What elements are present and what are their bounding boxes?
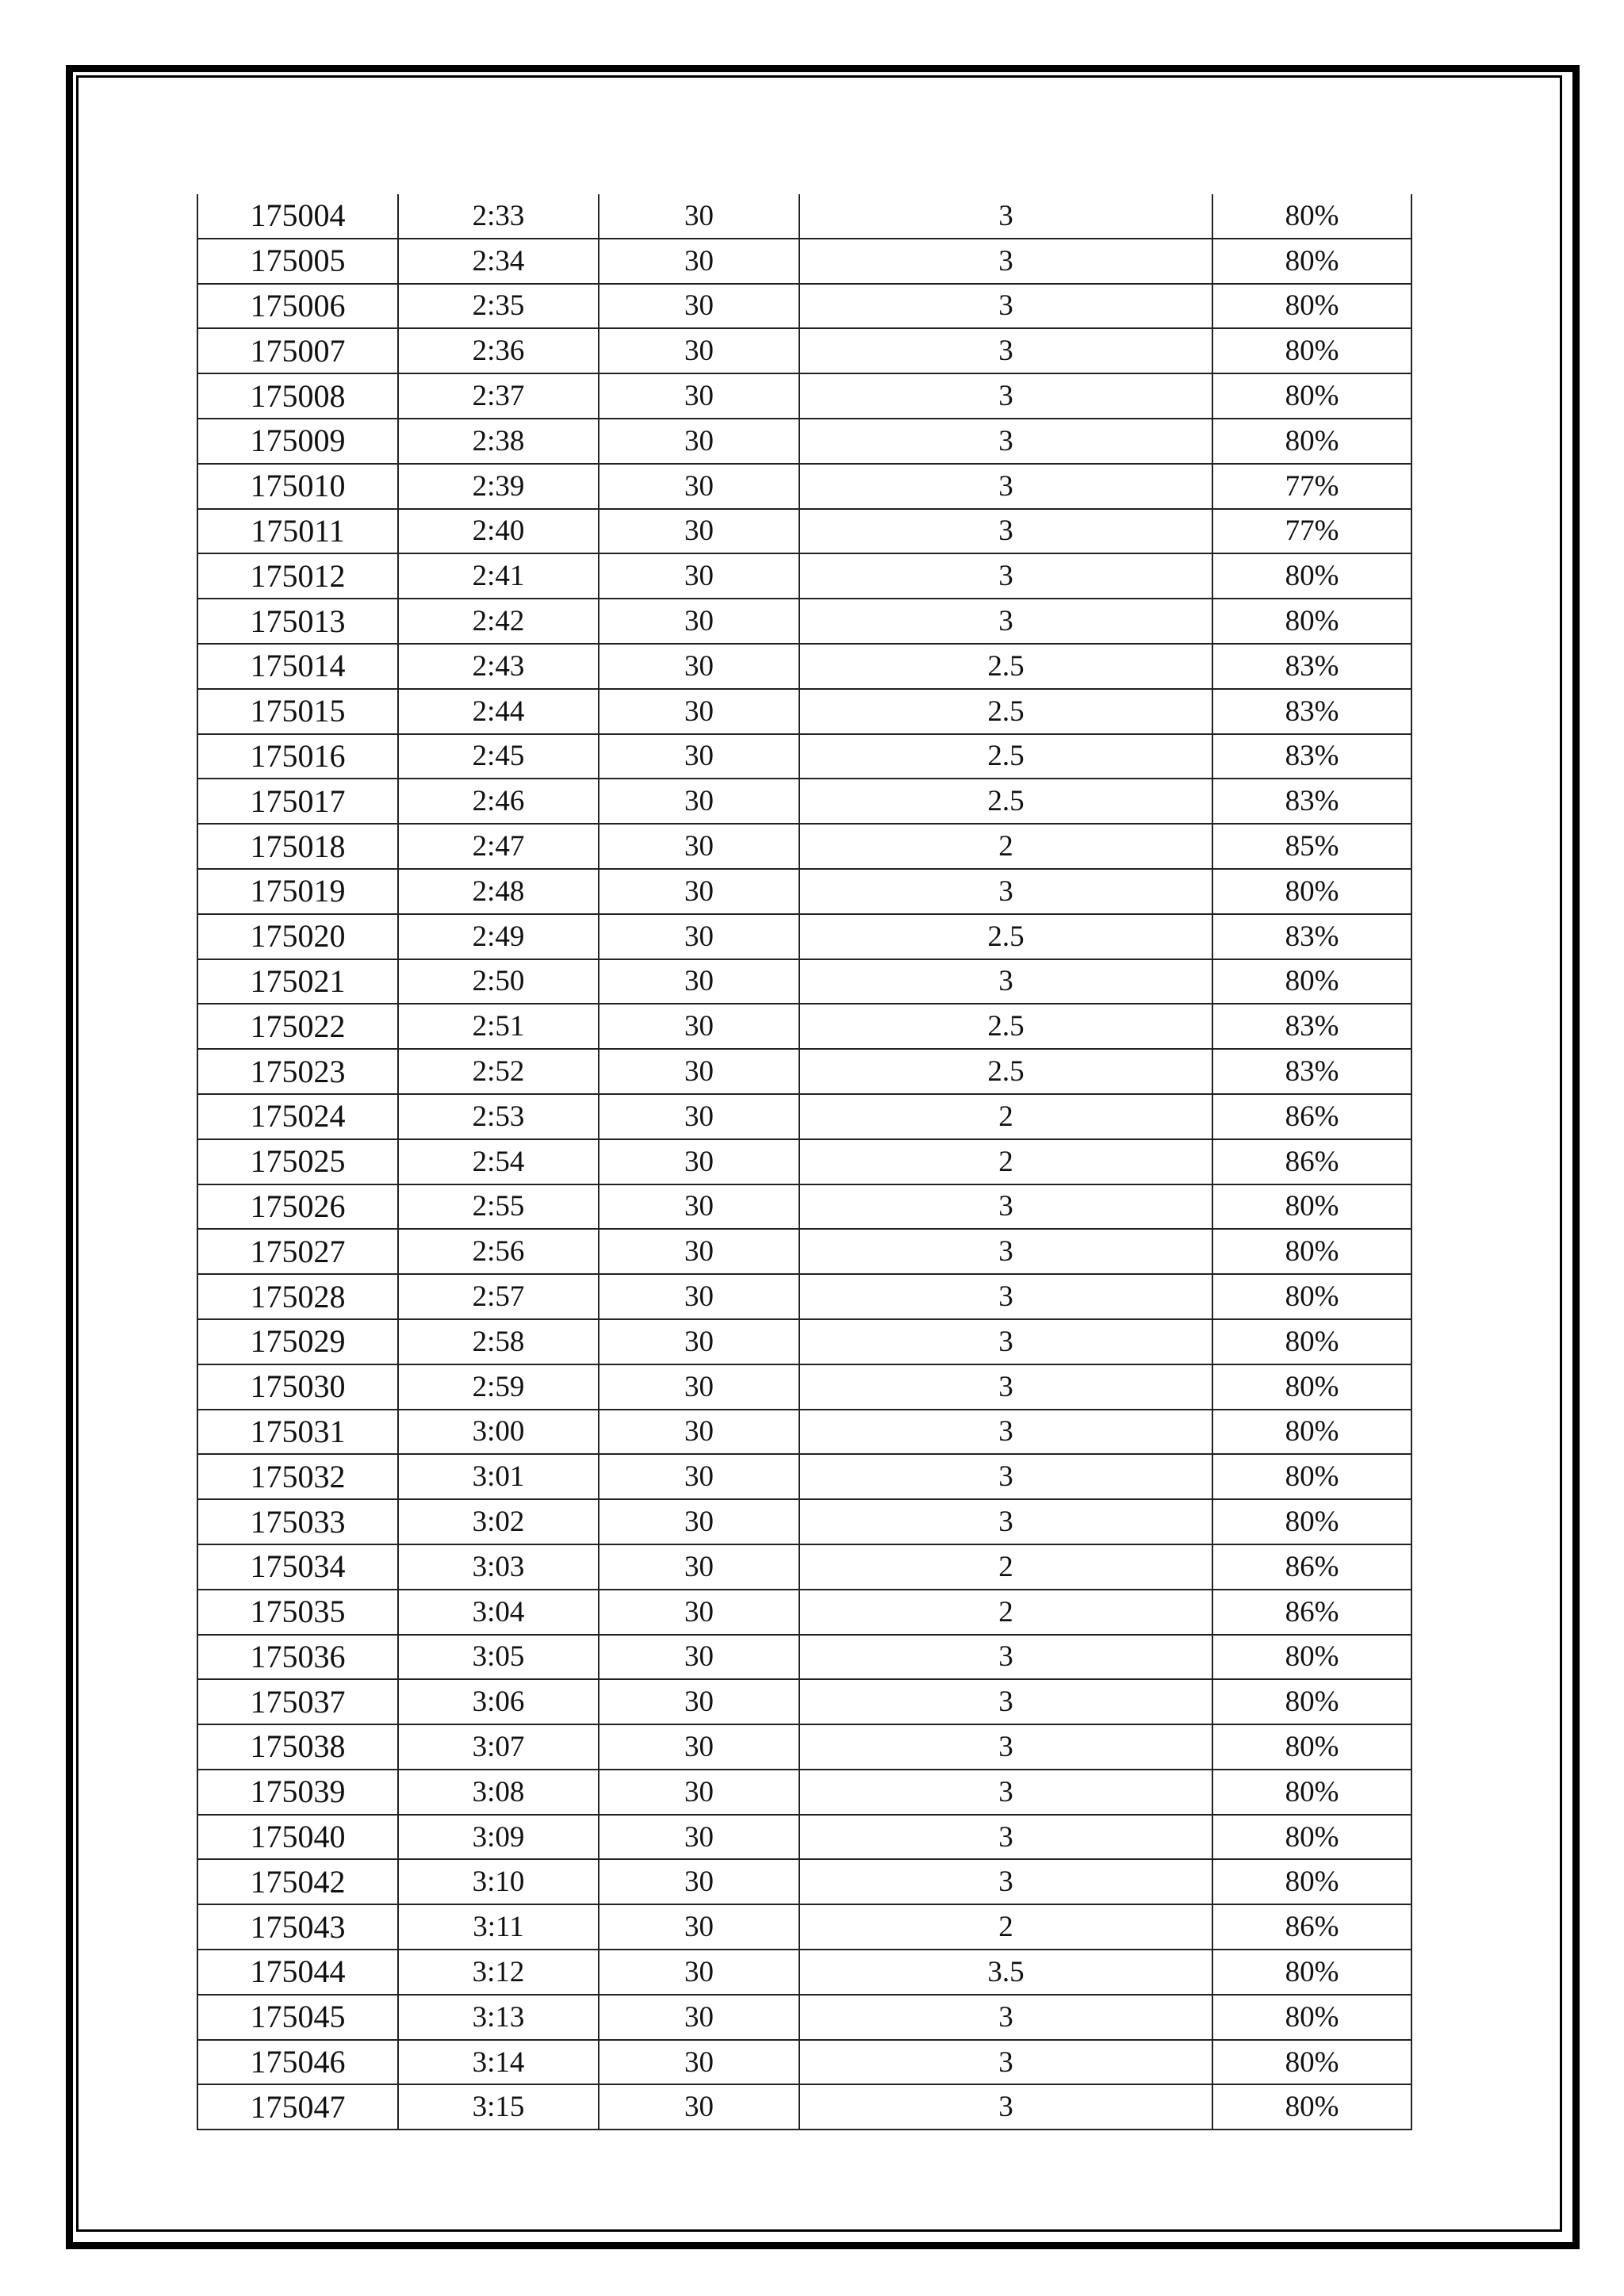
time-cell: 3:08: [398, 1770, 599, 1815]
time-cell: 2:43: [398, 644, 599, 689]
value-cell: 2.5: [799, 1004, 1212, 1049]
table-row: [197, 1364, 1411, 1410]
value-cell: 2: [799, 1590, 1212, 1635]
record-id-cell: 175023: [197, 1049, 398, 1094]
value-cell: 3: [799, 1410, 1212, 1455]
time-cell: 2:57: [398, 1274, 599, 1319]
time-cell: 3:05: [398, 1635, 599, 1680]
value-cell: 3: [799, 1499, 1212, 1544]
count-cell: 30: [599, 1499, 799, 1544]
table-row: [197, 689, 1411, 734]
time-cell: 3:01: [398, 1454, 599, 1499]
time-cell: 2:58: [398, 1319, 599, 1364]
time-cell: 3:03: [398, 1544, 599, 1590]
count-cell: 30: [599, 1364, 799, 1410]
record-id-cell: 175018: [197, 824, 398, 869]
record-id-cell: 175028: [197, 1274, 398, 1319]
table-row: [197, 824, 1411, 869]
value-cell: 3: [799, 194, 1212, 239]
count-cell: 30: [599, 553, 799, 599]
percent-cell: 83%: [1212, 644, 1411, 689]
table-row: [197, 2040, 1411, 2085]
time-cell: 3:06: [398, 1679, 599, 1724]
table-row: [197, 1995, 1411, 2040]
table-row: [197, 464, 1411, 509]
table-row: [197, 1004, 1411, 1049]
count-cell: 30: [599, 1049, 799, 1094]
record-id-cell: 175034: [197, 1544, 398, 1590]
table-row: [197, 1094, 1411, 1139]
record-id-cell: 175033: [197, 1499, 398, 1544]
value-cell: 2.5: [799, 914, 1212, 959]
count-cell: 30: [599, 373, 799, 419]
time-cell: 3:12: [398, 1950, 599, 1995]
value-cell: 3: [799, 419, 1212, 464]
percent-cell: 80%: [1212, 1770, 1411, 1815]
percent-cell: 80%: [1212, 1184, 1411, 1230]
table-row: [197, 1544, 1411, 1590]
table-row: [197, 328, 1411, 373]
time-cell: 2:39: [398, 464, 599, 509]
value-cell: 3: [799, 553, 1212, 599]
record-id-cell: 175030: [197, 1364, 398, 1410]
record-id-cell: 175042: [197, 1859, 398, 1904]
record-id-cell: 175011: [197, 509, 398, 554]
table-row: [197, 239, 1411, 284]
count-cell: 30: [599, 1410, 799, 1455]
table-row: [197, 869, 1411, 914]
table-row: [197, 1499, 1411, 1544]
time-cell: 2:46: [398, 779, 599, 824]
value-cell: 3: [799, 1184, 1212, 1230]
value-cell: 3: [799, 1454, 1212, 1499]
record-id-cell: 175024: [197, 1094, 398, 1139]
time-cell: 2:49: [398, 914, 599, 959]
record-id-cell: 175044: [197, 1950, 398, 1995]
table-row: [197, 419, 1411, 464]
table-row: [197, 284, 1411, 329]
record-id-cell: 175046: [197, 2040, 398, 2085]
record-id-cell: 175021: [197, 959, 398, 1004]
value-cell: 2: [799, 1094, 1212, 1139]
value-cell: 2: [799, 1904, 1212, 1950]
record-id-cell: 175022: [197, 1004, 398, 1049]
time-cell: 2:34: [398, 239, 599, 284]
value-cell: 3: [799, 1364, 1212, 1410]
table-row: [197, 1859, 1411, 1904]
percent-cell: 77%: [1212, 464, 1411, 509]
count-cell: 30: [599, 419, 799, 464]
record-id-cell: 175036: [197, 1635, 398, 1680]
time-cell: 2:42: [398, 599, 599, 644]
record-id-cell: 175043: [197, 1904, 398, 1950]
value-cell: 3: [799, 2084, 1212, 2130]
table-row: [197, 959, 1411, 1004]
count-cell: 30: [599, 1995, 799, 2040]
count-cell: 30: [599, 1319, 799, 1364]
value-cell: 2: [799, 1544, 1212, 1590]
value-cell: 3: [799, 1815, 1212, 1860]
time-cell: 3:04: [398, 1590, 599, 1635]
record-id-cell: 175020: [197, 914, 398, 959]
table-row: [197, 373, 1411, 419]
count-cell: 30: [599, 959, 799, 1004]
time-cell: 3:07: [398, 1724, 599, 1770]
time-cell: 2:33: [398, 194, 599, 239]
count-cell: 30: [599, 779, 799, 824]
table-row: [197, 1274, 1411, 1319]
table-row: [197, 779, 1411, 824]
table-row: [197, 599, 1411, 644]
percent-cell: 80%: [1212, 1950, 1411, 1995]
percent-cell: 80%: [1212, 599, 1411, 644]
time-cell: 2:53: [398, 1094, 599, 1139]
table-row: [197, 1319, 1411, 1364]
time-cell: 3:13: [398, 1995, 599, 2040]
count-cell: 30: [599, 1950, 799, 1995]
percent-cell: 83%: [1212, 1004, 1411, 1049]
value-cell: 3: [799, 1679, 1212, 1724]
record-id-cell: 175025: [197, 1139, 398, 1184]
record-id-cell: 175005: [197, 239, 398, 284]
percent-cell: 80%: [1212, 1410, 1411, 1455]
time-cell: 2:45: [398, 734, 599, 779]
time-cell: 2:55: [398, 1184, 599, 1230]
percent-cell: 86%: [1212, 1904, 1411, 1950]
percent-cell: 80%: [1212, 1724, 1411, 1770]
value-cell: 3: [799, 1319, 1212, 1364]
percent-cell: 83%: [1212, 779, 1411, 824]
record-id-cell: 175015: [197, 689, 398, 734]
value-cell: 2: [799, 824, 1212, 869]
record-id-cell: 175007: [197, 328, 398, 373]
time-cell: 3:11: [398, 1904, 599, 1950]
time-cell: 3:09: [398, 1815, 599, 1860]
table-row: [197, 1635, 1411, 1680]
percent-cell: 80%: [1212, 194, 1411, 239]
count-cell: 30: [599, 1184, 799, 1230]
time-cell: 2:35: [398, 284, 599, 329]
table-row: [197, 1950, 1411, 1995]
percent-cell: 80%: [1212, 1319, 1411, 1364]
count-cell: 30: [599, 1815, 799, 1860]
record-id-cell: 175038: [197, 1724, 398, 1770]
value-cell: 3.5: [799, 1950, 1212, 1995]
value-cell: 3: [799, 284, 1212, 329]
count-cell: 30: [599, 1859, 799, 1904]
record-id-cell: 175045: [197, 1995, 398, 2040]
count-cell: 30: [599, 464, 799, 509]
table-row: [197, 1454, 1411, 1499]
percent-cell: 80%: [1212, 2040, 1411, 2085]
count-cell: 30: [599, 1904, 799, 1950]
count-cell: 30: [599, 824, 799, 869]
count-cell: 30: [599, 1770, 799, 1815]
time-cell: 3:02: [398, 1499, 599, 1544]
count-cell: 30: [599, 1590, 799, 1635]
table-row: [197, 1590, 1411, 1635]
time-cell: 2:56: [398, 1229, 599, 1274]
time-cell: 2:54: [398, 1139, 599, 1184]
count-cell: 30: [599, 1544, 799, 1590]
count-cell: 30: [599, 1094, 799, 1139]
percent-cell: 83%: [1212, 1049, 1411, 1094]
value-cell: 2: [799, 1139, 1212, 1184]
time-cell: 2:38: [398, 419, 599, 464]
percent-cell: 80%: [1212, 2084, 1411, 2130]
record-id-cell: 175009: [197, 419, 398, 464]
record-id-cell: 175027: [197, 1229, 398, 1274]
table-row: [197, 1139, 1411, 1184]
count-cell: 30: [599, 644, 799, 689]
percent-cell: 80%: [1212, 373, 1411, 419]
count-cell: 30: [599, 509, 799, 554]
table-row: [197, 1410, 1411, 1455]
time-cell: 3:15: [398, 2084, 599, 2130]
record-id-cell: 175016: [197, 734, 398, 779]
percent-cell: 86%: [1212, 1094, 1411, 1139]
table-row: [197, 553, 1411, 599]
table-row: [197, 1904, 1411, 1950]
record-id-cell: 175029: [197, 1319, 398, 1364]
record-id-cell: 175019: [197, 869, 398, 914]
time-cell: 2:41: [398, 553, 599, 599]
time-cell: 2:47: [398, 824, 599, 869]
data-table: [197, 194, 1412, 2130]
record-id-cell: 175010: [197, 464, 398, 509]
time-cell: 2:37: [398, 373, 599, 419]
count-cell: 30: [599, 1635, 799, 1680]
value-cell: 3: [799, 373, 1212, 419]
record-id-cell: 175014: [197, 644, 398, 689]
table-row: [197, 509, 1411, 554]
percent-cell: 80%: [1212, 328, 1411, 373]
count-cell: 30: [599, 734, 799, 779]
time-cell: 3:10: [398, 1859, 599, 1904]
percent-cell: 80%: [1212, 1859, 1411, 1904]
percent-cell: 83%: [1212, 734, 1411, 779]
percent-cell: 80%: [1212, 239, 1411, 284]
value-cell: 3: [799, 509, 1212, 554]
count-cell: 30: [599, 599, 799, 644]
value-cell: 3: [799, 1724, 1212, 1770]
value-cell: 2.5: [799, 689, 1212, 734]
percent-cell: 80%: [1212, 284, 1411, 329]
table-row: [197, 1049, 1411, 1094]
value-cell: 2.5: [799, 644, 1212, 689]
record-id-cell: 175017: [197, 779, 398, 824]
percent-cell: 86%: [1212, 1544, 1411, 1590]
value-cell: 3: [799, 959, 1212, 1004]
value-cell: 3: [799, 1770, 1212, 1815]
table-row: [197, 1724, 1411, 1770]
count-cell: 30: [599, 2084, 799, 2130]
table-row: [197, 2084, 1411, 2130]
value-cell: 3: [799, 599, 1212, 644]
value-cell: 2.5: [799, 779, 1212, 824]
time-cell: 2:50: [398, 959, 599, 1004]
percent-cell: 80%: [1212, 1364, 1411, 1410]
record-id-cell: 175035: [197, 1590, 398, 1635]
record-id-cell: 175031: [197, 1410, 398, 1455]
time-cell: 3:14: [398, 2040, 599, 2085]
value-cell: 3: [799, 328, 1212, 373]
percent-cell: 85%: [1212, 824, 1411, 869]
table-row: [197, 914, 1411, 959]
count-cell: 30: [599, 1724, 799, 1770]
value-cell: 3: [799, 239, 1212, 284]
value-cell: 3: [799, 1229, 1212, 1274]
table-row: [197, 1184, 1411, 1230]
record-id-cell: 175006: [197, 284, 398, 329]
value-cell: 2.5: [799, 1049, 1212, 1094]
time-cell: 3:00: [398, 1410, 599, 1455]
table-row: [197, 644, 1411, 689]
table-row: [197, 1229, 1411, 1274]
table-row: [197, 194, 1411, 239]
record-id-cell: 175039: [197, 1770, 398, 1815]
time-cell: 2:48: [398, 869, 599, 914]
count-cell: 30: [599, 2040, 799, 2085]
value-cell: 3: [799, 1995, 1212, 2040]
time-cell: 2:36: [398, 328, 599, 373]
percent-cell: 80%: [1212, 1995, 1411, 2040]
percent-cell: 83%: [1212, 689, 1411, 734]
time-cell: 2:51: [398, 1004, 599, 1049]
record-id-cell: 175037: [197, 1679, 398, 1724]
count-cell: 30: [599, 328, 799, 373]
time-cell: 2:40: [398, 509, 599, 554]
table-row: [197, 1679, 1411, 1724]
percent-cell: 80%: [1212, 959, 1411, 1004]
table-row: [197, 1815, 1411, 1860]
percent-cell: 86%: [1212, 1139, 1411, 1184]
table-row: [197, 734, 1411, 779]
count-cell: 30: [599, 914, 799, 959]
percent-cell: 80%: [1212, 419, 1411, 464]
count-cell: 30: [599, 1004, 799, 1049]
percent-cell: 86%: [1212, 1590, 1411, 1635]
percent-cell: 80%: [1212, 1815, 1411, 1860]
percent-cell: 83%: [1212, 914, 1411, 959]
record-id-cell: 175008: [197, 373, 398, 419]
count-cell: 30: [599, 239, 799, 284]
value-cell: 3: [799, 1274, 1212, 1319]
record-id-cell: 175040: [197, 1815, 398, 1860]
table-row: [197, 1770, 1411, 1815]
time-cell: 2:44: [398, 689, 599, 734]
percent-cell: 77%: [1212, 509, 1411, 554]
record-id-cell: 175032: [197, 1454, 398, 1499]
percent-cell: 80%: [1212, 869, 1411, 914]
record-id-cell: 175004: [197, 194, 398, 239]
record-id-cell: 175012: [197, 553, 398, 599]
count-cell: 30: [599, 194, 799, 239]
percent-cell: 80%: [1212, 1274, 1411, 1319]
count-cell: 30: [599, 689, 799, 734]
record-id-cell: 175013: [197, 599, 398, 644]
count-cell: 30: [599, 1229, 799, 1274]
count-cell: 30: [599, 1454, 799, 1499]
value-cell: 3: [799, 869, 1212, 914]
percent-cell: 80%: [1212, 1679, 1411, 1724]
count-cell: 30: [599, 1274, 799, 1319]
value-cell: 3: [799, 464, 1212, 509]
percent-cell: 80%: [1212, 553, 1411, 599]
count-cell: 30: [599, 869, 799, 914]
value-cell: 3: [799, 1859, 1212, 1904]
percent-cell: 80%: [1212, 1229, 1411, 1274]
percent-cell: 80%: [1212, 1499, 1411, 1544]
record-id-cell: 175047: [197, 2084, 398, 2130]
time-cell: 2:52: [398, 1049, 599, 1094]
table-body: [197, 194, 1411, 2130]
count-cell: 30: [599, 1139, 799, 1184]
record-id-cell: 175026: [197, 1184, 398, 1230]
time-cell: 2:59: [398, 1364, 599, 1410]
percent-cell: 80%: [1212, 1454, 1411, 1499]
value-cell: 3: [799, 2040, 1212, 2085]
count-cell: 30: [599, 284, 799, 329]
count-cell: 30: [599, 1679, 799, 1724]
value-cell: 2.5: [799, 734, 1212, 779]
percent-cell: 80%: [1212, 1635, 1411, 1680]
value-cell: 3: [799, 1635, 1212, 1680]
